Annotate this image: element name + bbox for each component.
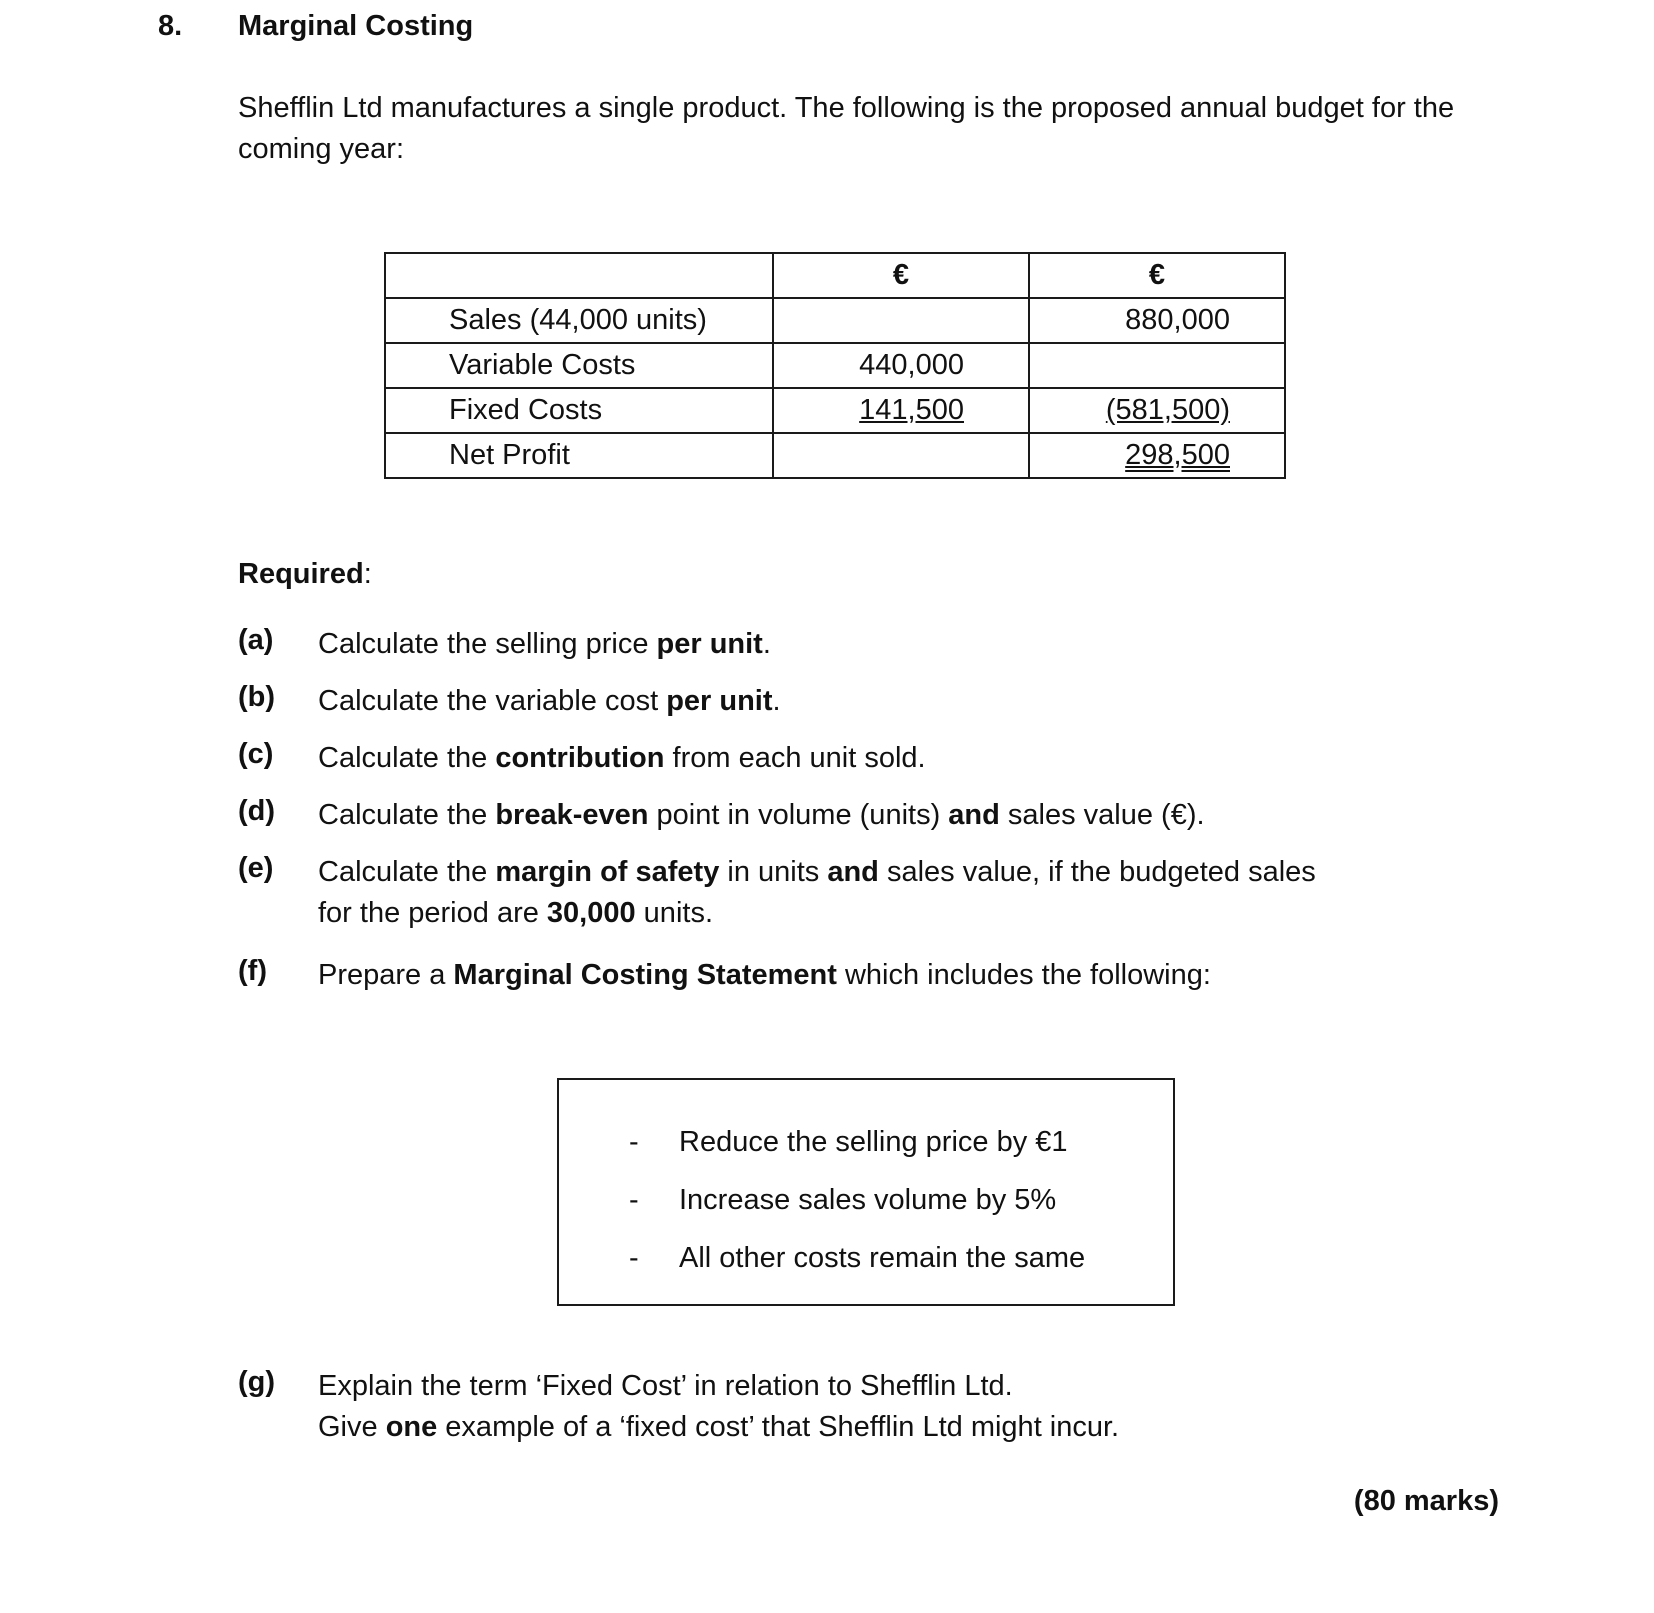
marks-total: (80 marks)	[1353, 1485, 1499, 1517]
item-text: Calculate the contribution from each unit sold.	[318, 742, 926, 774]
row-label: Sales (44,000 units)	[385, 298, 773, 343]
row-label: Net Profit	[385, 433, 773, 478]
underlined-value: 141,500	[859, 394, 964, 426]
row-col2	[1029, 343, 1285, 388]
table-row	[385, 388, 1285, 433]
item-label: (a)	[238, 624, 274, 656]
required-heading: Required:	[238, 558, 372, 590]
item-text: Calculate the selling price per unit.	[318, 628, 771, 660]
bullet-dash: -	[629, 1242, 639, 1274]
item-label: (f)	[238, 955, 267, 987]
row-col2: 880,000	[1029, 298, 1285, 343]
item-label: (c)	[238, 738, 274, 770]
row-col1	[773, 388, 1029, 433]
table-row	[385, 433, 1285, 478]
question-title: Marginal Costing	[238, 10, 474, 42]
row-label: Fixed Costs	[385, 388, 773, 433]
f-conditions-box	[557, 1078, 1175, 1306]
item-label: (g)	[238, 1366, 276, 1398]
intro-text: Shefflin Ltd manufactures a single product. The following is the proposed annual budget for the coming year:	[238, 92, 1455, 165]
table-row	[385, 298, 1285, 343]
bullet-text: Reduce the selling price by €1	[679, 1126, 1068, 1158]
question-number: 8.	[158, 10, 183, 42]
item-text: Prepare a Marginal Costing Statement which includes the following:	[318, 959, 1211, 991]
item-text: Calculate the margin of safety in units and sales value, if the budgeted sales for the period are 30,000 units.	[318, 856, 1316, 929]
header-cell-label	[385, 253, 773, 298]
item-text: Explain the term ‘Fixed Cost’ in relation to Shefflin Ltd. Give one example of a ‘fixed cost’ that Shefflin Ltd might incur.	[318, 1370, 1120, 1443]
bullet-text: All other costs remain the same	[679, 1242, 1086, 1274]
item-label: (d)	[238, 795, 276, 827]
table-header-row	[385, 253, 1285, 298]
bullet-dash: -	[629, 1126, 639, 1158]
header-cell-euro-2: €	[1029, 253, 1285, 298]
bullet-text: Increase sales volume by 5%	[679, 1184, 1057, 1216]
item-label: (e)	[238, 852, 274, 884]
row-col1	[773, 298, 1029, 343]
double-underlined-value: 298,500	[1125, 439, 1230, 471]
row-col2	[1029, 433, 1285, 478]
table-row	[385, 343, 1285, 388]
row-label: Variable Costs	[385, 343, 773, 388]
header-cell-euro-1: €	[773, 253, 1029, 298]
item-text: Calculate the break-even point in volume (units) and sales value (€).	[318, 799, 1205, 831]
item-text: Calculate the variable cost per unit.	[318, 685, 781, 717]
budget-table	[384, 252, 1286, 479]
underlined-value: (581,500)	[1105, 394, 1230, 426]
row-col1	[773, 433, 1029, 478]
item-label: (b)	[238, 681, 276, 713]
row-col1: 440,000	[773, 343, 1029, 388]
bullet-dash: -	[629, 1184, 639, 1216]
row-col2	[1029, 388, 1285, 433]
